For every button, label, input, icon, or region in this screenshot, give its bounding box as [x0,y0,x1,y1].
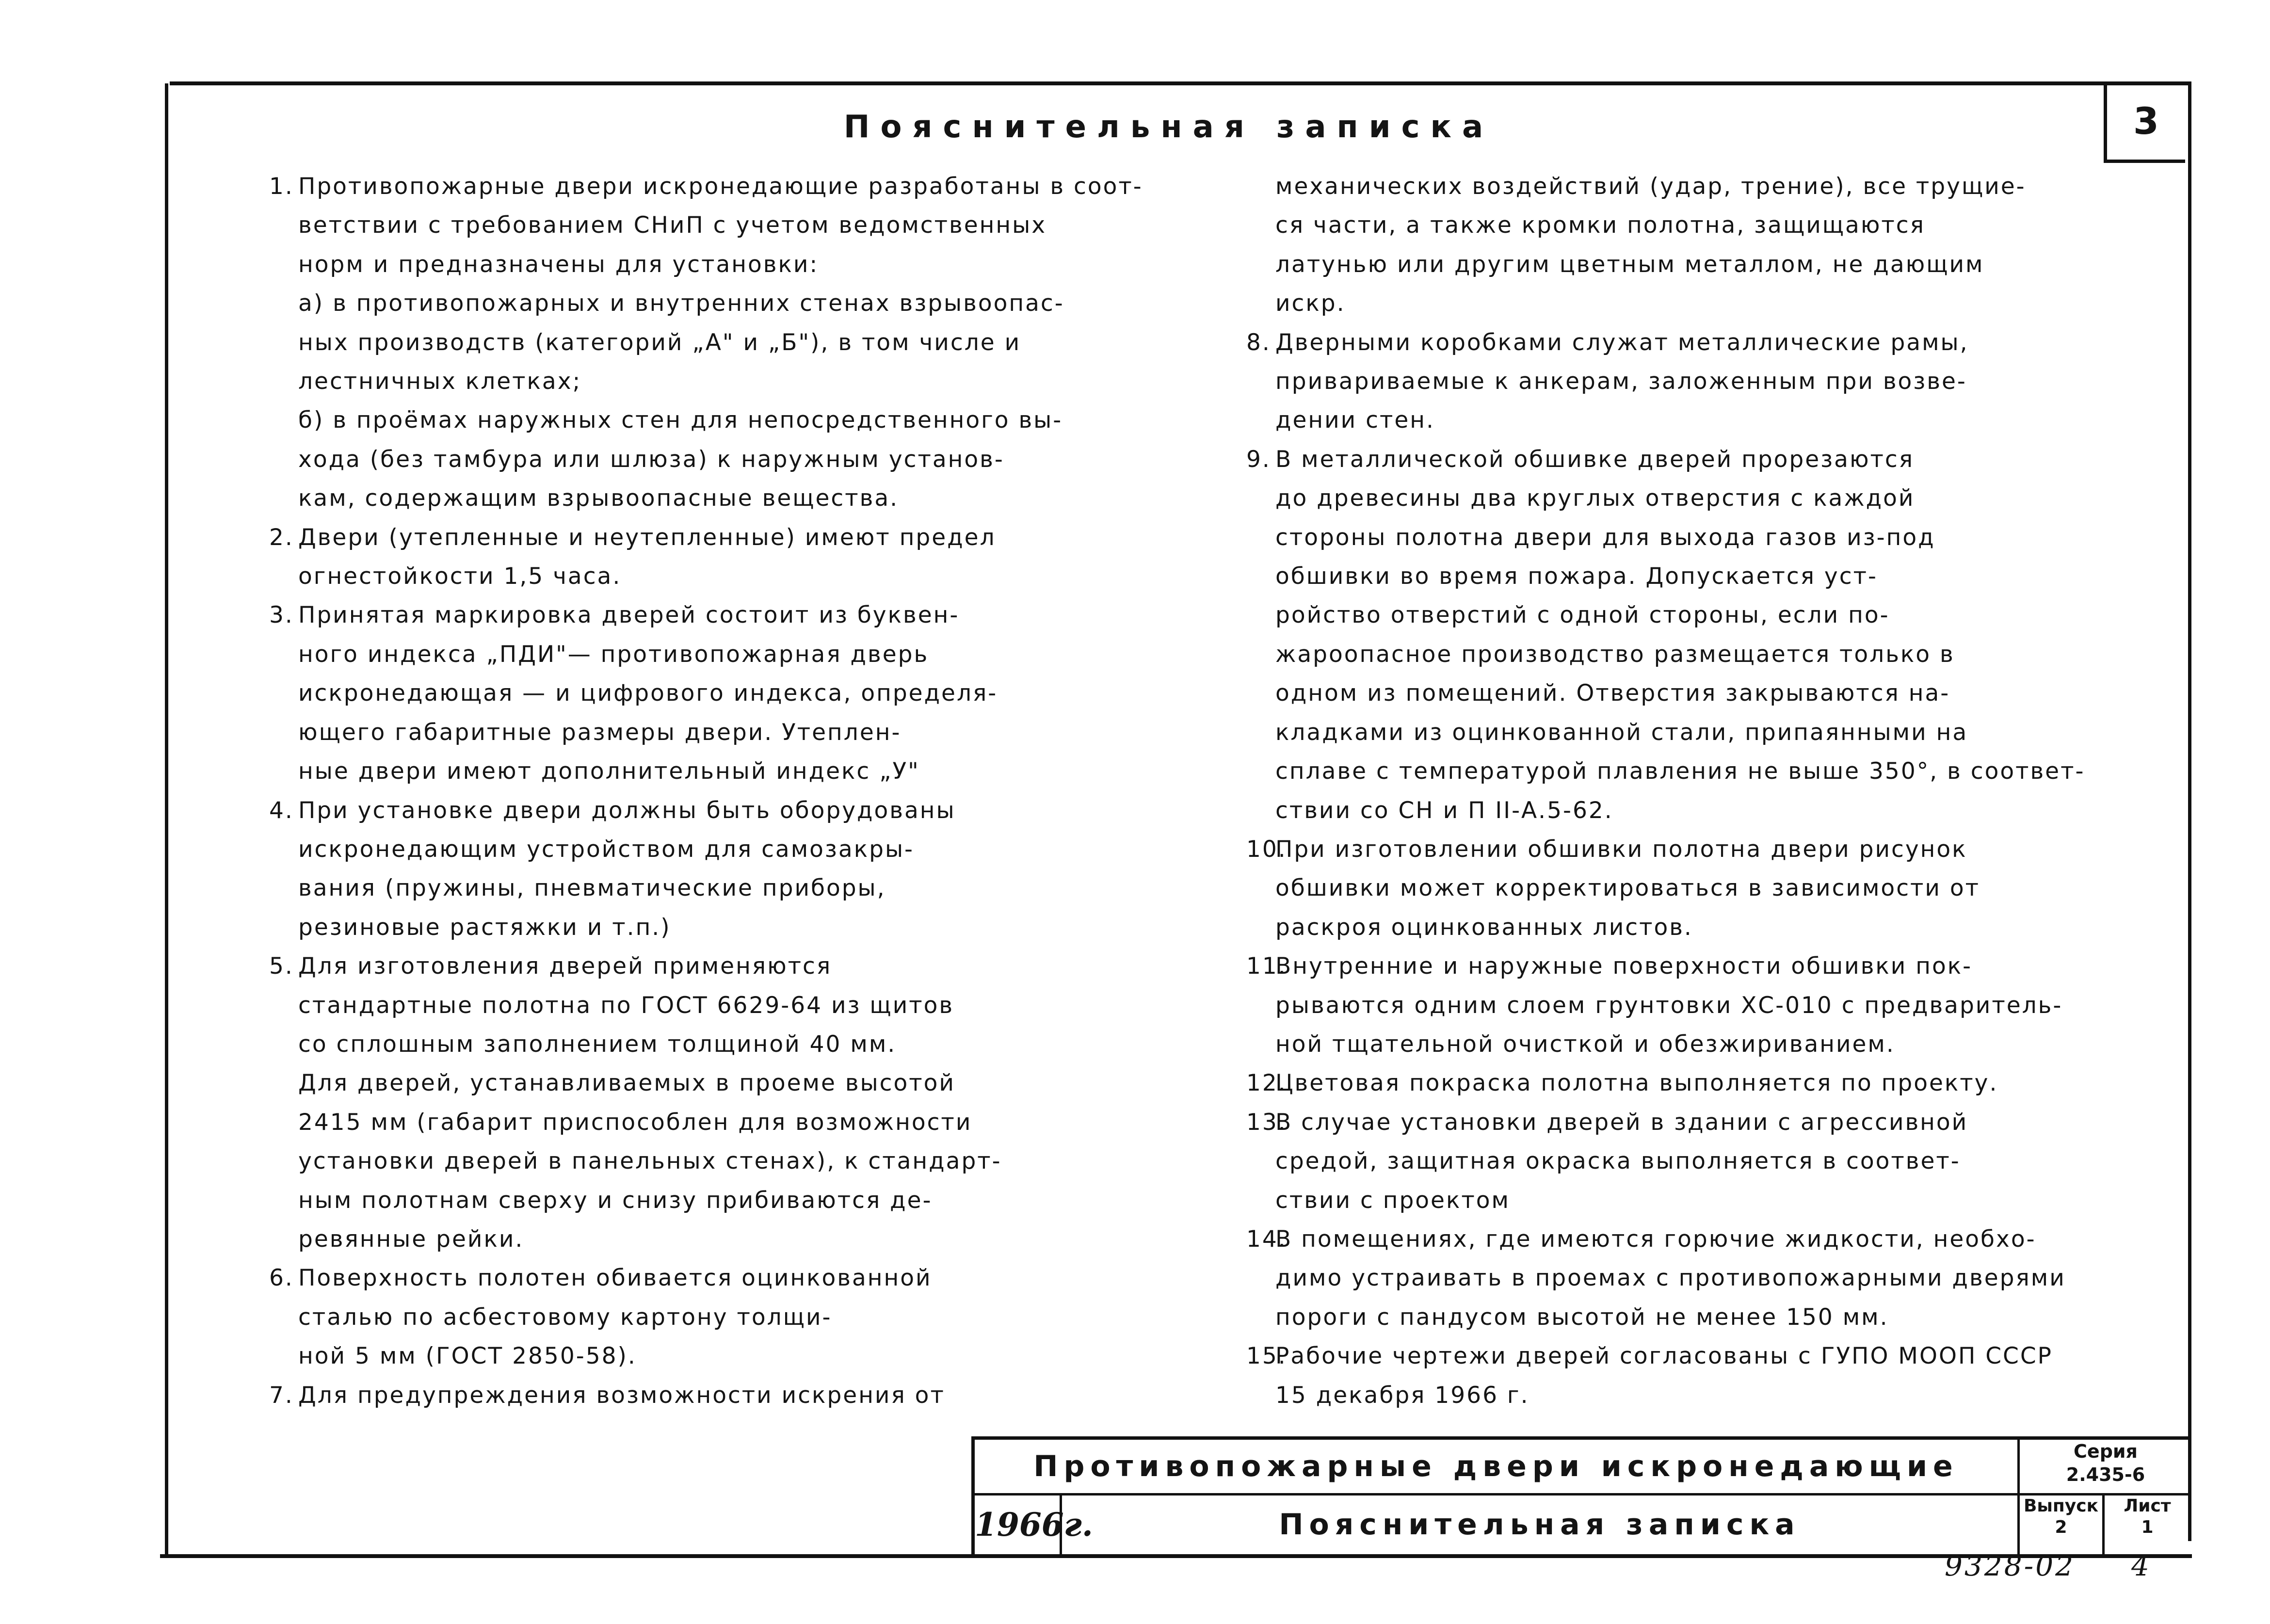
note-line: жароопасное производство размещается только в [1275,641,1955,668]
note-item [1246,1103,2109,1220]
note-item [269,167,1143,518]
note-line: ные двери имеют дополнительный индекс „У" [298,758,920,785]
left-text-column [269,167,1143,1415]
note-line: При изготовлении обшивки полотна двери рисунок [1275,836,1967,863]
note-line: При установке двери должны быть оборудованы [298,797,956,824]
note-number: 9. [1246,446,1271,473]
note-line: а) в противопожарных и внутренних стенах взрывоопас- [298,290,1064,317]
note-line: резиновые растяжки и т.п.) [298,914,671,941]
note-text [298,947,1132,1259]
note-text [1275,1337,2109,1415]
note-text [1275,1220,2109,1337]
note-item [1246,167,2109,323]
note-line: хода (без тамбура или шлюза) к наружным установ- [298,446,1004,473]
note-line: ным полотнам сверху и снизу прибиваются де- [298,1187,933,1214]
note-text [1275,830,2109,947]
note-text [1275,323,2109,440]
note-line: кам, содержащим взрывоопасные вещества. [298,485,899,512]
title-block-year: 1966г. [975,1495,1062,1554]
note-text [1275,440,2109,830]
note-text [1275,1103,2109,1220]
note-line: искронедающим устройством для самозакры- [298,836,915,863]
note-number: 13. [1246,1109,1287,1136]
note-line: средой, защитная окраска выполняется в соответ- [1275,1148,1961,1175]
frame-right-border [2188,81,2191,1541]
note-line: Принятая маркировка дверей состоит из буквен- [298,602,960,629]
note-line: обшивки во время пожара. Допускается уст- [1275,563,1878,590]
note-item [269,947,1132,1259]
note-text [298,596,1132,791]
note-line: Для изготовления дверей применяются [298,953,832,980]
note-item [269,518,1132,596]
note-text [298,1259,1132,1376]
note-line: обшивки может корректироваться в зависимости от [1275,875,1980,902]
title-block-doc-name: Пояснительная записка [1279,1508,1801,1542]
note-line: В металлической обшивке дверей прорезаются [1275,446,1915,473]
note-line: Для предупреждения возможности искрения от [298,1382,945,1409]
archive-code: 9328-02 [1945,1549,2076,1582]
note-item [1246,1220,2109,1337]
note-number: 8. [1246,329,1271,356]
page-title: Пояснительная записка [843,109,1494,145]
note-line: кладками из оцинкованной стали, припаянными на [1275,719,1968,746]
note-line: механических воздействий (удар, трение), все трущие- [1275,173,2026,200]
note-line: искр. [1275,290,1346,317]
note-line: одном из помещений. Отверстия закрываются на- [1275,680,1950,707]
note-line: б) в проёмах наружных стен для непосредственного вы- [298,407,1063,434]
title-block-series [2020,1440,2191,1495]
note-line: 2415 мм (габарит приспособлен для возможности [298,1109,972,1136]
note-line: сплаве с температурой плавления не выше 350°, в соответ- [1275,758,2085,785]
note-line: стандартные полотна по ГОСТ 6629-64 из щитов [298,992,954,1019]
note-item [269,1376,1132,1415]
note-text [1275,1064,2109,1103]
note-line: В помещениях, где имеются горючие жидкости, необхо- [1275,1225,2036,1253]
note-line: латунью или другим цветным металлом, не дающим [1275,251,1984,278]
note-line: искронедающая — и цифрового индекса, определя- [298,680,998,707]
title-block [971,1436,2188,1554]
frame-left-border [165,83,168,1558]
note-line: стороны полотна двери для выхода газов из-под [1275,524,1935,551]
note-item [1246,947,2109,1064]
note-line: ной 5 мм (ГОСТ 2850-58). [298,1343,637,1370]
note-text [298,518,1132,596]
note-line: установки дверей в панельных стенах), к стандарт- [298,1148,1002,1175]
note-line: Для дверей, устанавливаемых в проеме высотой [298,1070,955,1097]
note-number [1246,167,1275,323]
note-number: 4. [269,797,294,824]
note-item [269,791,1132,948]
note-line: димо устраивать в проемах с противопожарными дверями [1275,1265,2066,1292]
note-line: ствии с проектом [1275,1187,1510,1214]
note-line: до древесины два круглых отверстия с каждой [1275,485,1915,512]
note-line: лестничных клетках; [298,368,582,395]
note-text [298,791,1132,948]
note-number: 2. [269,524,294,551]
sheet-number: 3 [2104,83,2185,163]
note-number: 14. [1246,1225,1287,1253]
note-text [298,167,1143,518]
note-line: привариваемые к анкерам, заложенным при возве- [1275,368,1967,395]
note-number: 10. [1246,836,1287,863]
note-number: 12. [1246,1070,1287,1097]
note-item [269,1259,1132,1376]
note-line: ющего габаритные размеры двери. Утеплен- [298,719,902,746]
note-line: ных производств (категорий „А" и „Б"), в том числе и [298,329,1021,356]
sheet-value: 1 [2141,1517,2154,1537]
title-block-issue [2020,1495,2105,1554]
title-block-sheet [2105,1495,2190,1554]
note-line: ройство отверстий с одной стороны, если по- [1275,602,1890,629]
note-line: Рабочие чертежи дверей согласованы с ГУПО МООП СССР [1275,1343,2053,1370]
note-line: раскроя оцинкованных листов. [1275,914,1693,941]
note-item [1246,323,2109,440]
note-number: 5. [269,953,294,980]
note-number: 11. [1246,953,1287,980]
note-text [1275,947,2109,1064]
note-line: со сплошным заполнением толщиной 40 мм. [298,1030,897,1058]
series-value: 2.435-6 [2066,1464,2145,1485]
note-line: Поверхность полотен обивается оцинкованной [298,1265,932,1292]
note-text [298,1376,1132,1415]
note-line: В случае установки дверей в здании с агрессивной [1275,1109,1968,1136]
note-number: 6. [269,1265,294,1292]
note-line: ной тщательной очисткой и обезжириванием. [1275,1030,1895,1058]
note-line: ствии со СН и П II-А.5-62. [1275,797,1613,824]
note-item [1246,1064,2109,1103]
right-text-column [1246,167,2109,1415]
frame-bottom-border [160,1554,2192,1558]
note-line: Внутренние и наружные поверхности обшивки пок- [1275,953,1973,980]
sheet-label: Лист [2124,1496,2171,1516]
note-line: сталью по асбестовому картону толщи- [298,1303,832,1331]
issue-label: Выпуск [2023,1496,2099,1516]
note-number: 7. [269,1382,294,1409]
note-line: Двери (утепленные и неутепленные) имеют предел [298,524,996,551]
note-line: ревянные рейки. [298,1225,524,1253]
note-item [1246,440,2109,830]
note-line: Дверными коробками служат металлические рамы, [1275,329,1969,356]
note-line: дении стен. [1275,407,1435,434]
note-line: ся части, а также кромки полотна, защищаются [1275,212,1925,239]
note-line: норм и предназначены для установки: [298,251,819,278]
note-line: ветствии с требованием СНиП с учетом ведомственных [298,212,1047,239]
note-number: 3. [269,602,294,629]
note-line: рываются одним слоем грунтовки ХС-010 с предваритель- [1275,992,2063,1019]
archive-page-number: 4 [2131,1549,2149,1582]
note-line: Противопожарные двери искронедающие разработаны в соот- [298,173,1143,200]
note-item [1246,1337,2109,1415]
note-text [1275,167,2109,323]
note-item [269,596,1132,791]
frame-top-border [170,81,2190,85]
note-line: пороги с пандусом высотой не менее 150 мм. [1275,1303,1889,1331]
note-item [1246,830,2109,947]
note-line: ного индекса „ПДИ"— противопожарная дверь [298,641,929,668]
note-number: 15. [1246,1343,1287,1370]
series-label: Серия [2074,1441,2138,1462]
title-block-product: Противопожарные двери искронедающие [975,1440,2017,1495]
note-number: 1. [269,173,294,200]
note-line: 15 декабря 1966 г. [1275,1382,1529,1409]
note-line: огнестойкости 1,5 часа. [298,563,622,590]
issue-value: 2 [2055,1517,2067,1537]
note-line: Цветовая покраска полотна выполняется по проекту. [1275,1070,1998,1097]
note-line: вания (пружины, пневматические приборы, [298,875,886,902]
